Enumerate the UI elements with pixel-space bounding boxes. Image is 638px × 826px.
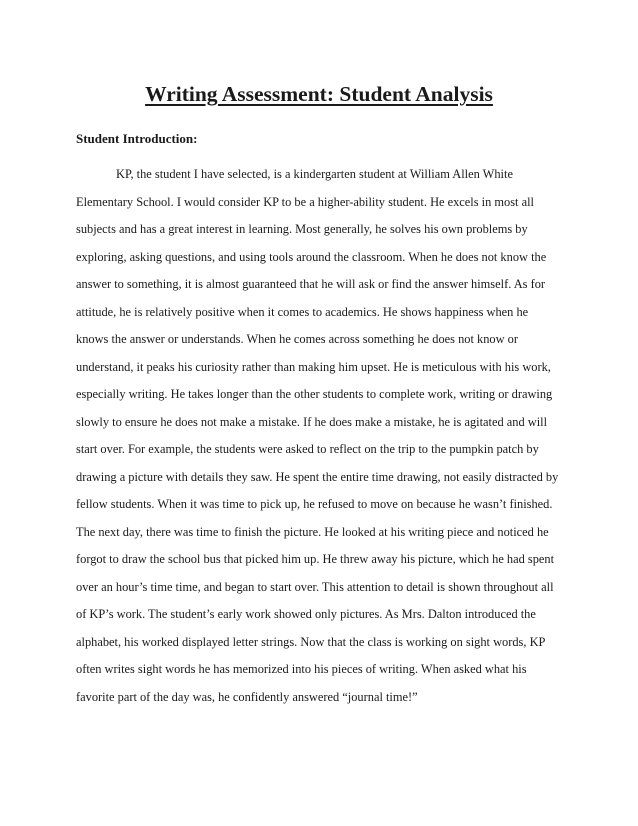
paragraph-line: The next day, there was time to finish the picture. He looked at his writing piece and noticed he [76,524,549,539]
paragraph-line: forgot to draw the school bus that picked him up. He threw away his picture, which he had spent [76,552,555,566]
body-paragraph [76,161,576,711]
paragraph-line: alphabet, his worked displayed letter strings. Now that the class is working on sight words, KP [76,634,546,649]
paragraph-line: drawing a picture with details they saw. He spent the entire time drawing, not easily distracted by [76,469,559,484]
paragraph-line: answer to something, it is almost guaranteed that he will ask or find the answer himself. As for [76,277,546,291]
paragraph-line: Elementary School. I would consider KP to be a higher-ability student. He excels in most all [76,194,534,209]
paragraph-line: especially writing. He takes longer than the other students to complete work, writing or drawing [76,387,553,401]
document-title: Writing Assessment: Student Analysis [145,82,493,106]
paragraph-line: slowly to ensure he does not make a mistake. If he does make a mistake, he is agitated and will [76,414,548,429]
paragraph-line: of KP’s work. The student’s early work showed only pictures. As Mrs. Dalton introduced the [76,607,536,621]
section-heading: Student Introduction: [76,131,198,146]
paragraph-line: subjects and has a great interest in learning. Most generally, he solves his own problems by [76,222,528,236]
paragraph-line: often writes sight words he has memorized into his pieces of writing. When asked what his [76,662,527,676]
paragraph-line: over an hour’s time time, and began to start over. This attention to detail is shown throughout all [76,579,554,594]
paragraph-line: understand, it peaks his curiosity rather than making him upset. He is meticulous with his work, [76,359,551,374]
paragraph-line: exploring, asking questions, and using tools around the classroom. When he does not know the [76,249,547,264]
paragraph-line: start over. For example, the students were asked to reflect on the trip to the pumpkin patch by [76,442,539,456]
paragraph-line: fellow students. When it was time to pick up, he refused to move on because he wasn’t finished. [76,497,553,511]
paragraph-line: favorite part of the day was, he confidently answered “journal time!” [76,689,418,704]
paragraph-line: KP, the student I have selected, is a kindergarten student at William Allen White [116,167,513,181]
paragraph-line: knows the answer or understands. When he comes across something he does not know or [76,332,518,346]
paragraph-line: attitude, he is relatively positive when it comes to academics. He shows happiness when he [76,304,529,319]
